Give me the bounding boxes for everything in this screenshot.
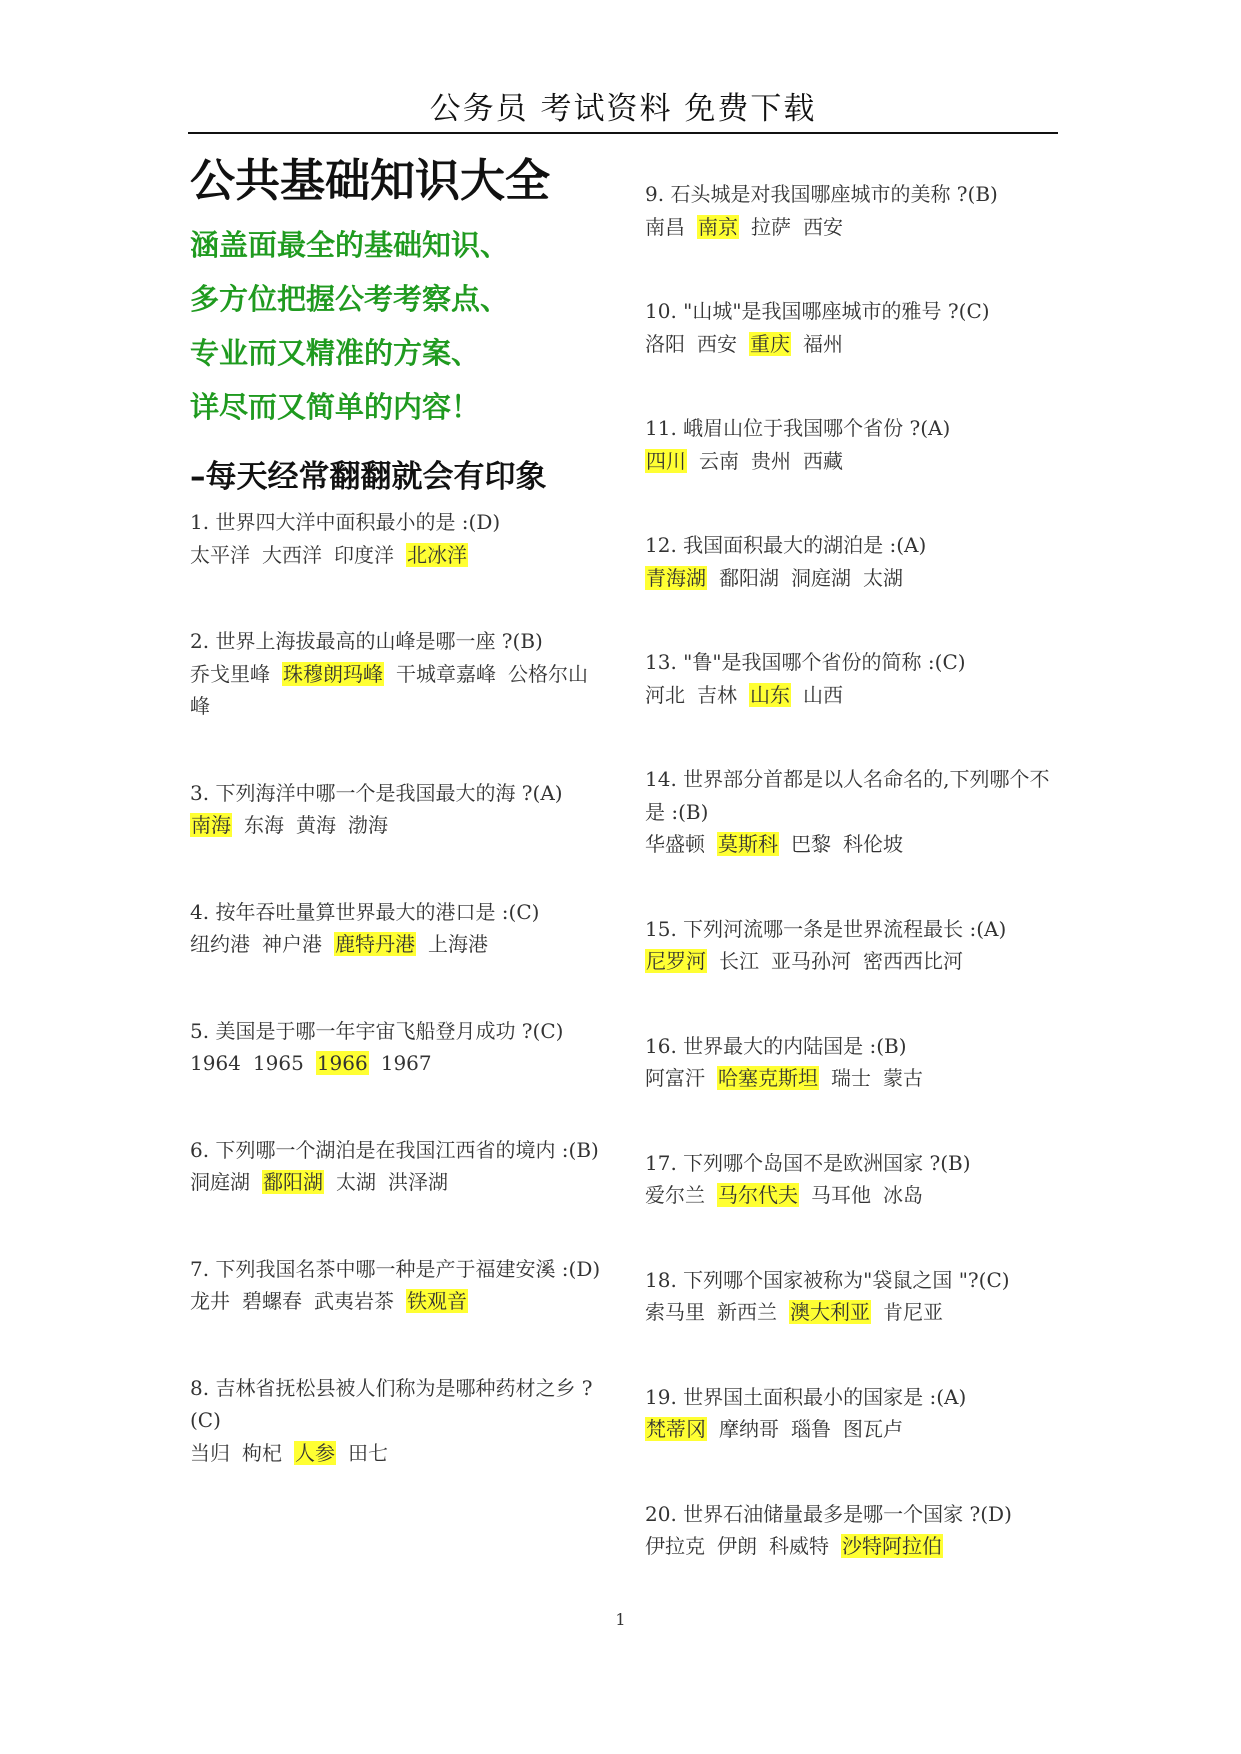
left-column xyxy=(190,150,610,1469)
question-item xyxy=(645,1030,1065,1095)
question-item xyxy=(190,1253,610,1318)
answer-option: 贵州 xyxy=(751,448,791,473)
page-title: 公共基础知识大全 xyxy=(190,154,551,207)
answer-option: 伊朗 xyxy=(717,1534,757,1558)
slogan-line: 专业而又精准的方案、 xyxy=(190,336,481,370)
answer-option: 乔戈里峰 xyxy=(190,661,270,686)
answer-option: 西藏 xyxy=(803,448,843,473)
answer-options xyxy=(190,809,610,842)
answer-option: 吉林 xyxy=(697,682,737,707)
slogan-line: 涵盖面最全的基础知识、 xyxy=(190,228,510,262)
question-item xyxy=(645,295,1065,360)
question-item xyxy=(190,1015,610,1080)
answer-option: 神户港 xyxy=(262,932,322,956)
answer-options xyxy=(190,1047,610,1080)
answer-option: 图瓦卢 xyxy=(843,1417,903,1441)
question-item xyxy=(190,506,610,571)
question-item xyxy=(645,646,1065,711)
answer-options xyxy=(190,1285,610,1318)
correct-answer-option: 尼罗河 xyxy=(646,949,706,973)
question-text: 10. "山城"是我国哪座城市的雅号 ?(C) xyxy=(645,299,990,323)
answer-options xyxy=(190,658,610,723)
question-text: 13. "鲁"是我国哪个省份的简称 :(C) xyxy=(645,650,966,674)
answer-option: 武夷岩茶 xyxy=(314,1289,394,1313)
answer-options xyxy=(645,328,1065,361)
answer-option: 洛阳 xyxy=(645,331,685,356)
question-item xyxy=(645,178,1065,243)
answer-option: 马耳他 xyxy=(811,1183,871,1207)
answer-option: 洪泽湖 xyxy=(388,1170,448,1194)
question-text: 1. 世界四大洋中面积最小的是 :(D) xyxy=(190,510,501,534)
question-item xyxy=(645,1147,1065,1212)
answer-option: 蒙古 xyxy=(883,1066,923,1090)
answer-option: 印度洋 xyxy=(334,542,394,567)
answer-options xyxy=(190,928,610,961)
answer-option: 上海港 xyxy=(428,932,488,956)
correct-answer-option: 珠穆朗玛峰 xyxy=(283,661,383,686)
answer-option: 山西 xyxy=(803,682,843,707)
question-text: 3. 下列海洋中哪一个是我国最大的海 ?(A) xyxy=(190,780,563,805)
answer-options xyxy=(645,562,1065,595)
question-item xyxy=(645,412,1065,477)
answer-options xyxy=(645,1530,1065,1563)
answer-option: 1965 xyxy=(252,1051,304,1075)
question-item xyxy=(190,777,610,842)
correct-answer-option: 青海湖 xyxy=(646,565,706,590)
answer-options xyxy=(645,211,1065,244)
answer-option: 太湖 xyxy=(336,1170,376,1194)
answer-option: 河北 xyxy=(645,682,685,707)
question-text: 7. 下列我国名茶中哪一种是产于福建安溪 :(D) xyxy=(190,1256,601,1281)
answer-option: 洞庭湖 xyxy=(190,1170,250,1194)
answer-option: 1964 xyxy=(190,1051,241,1075)
question-text: 16. 世界最大的内陆国是 :(B) xyxy=(645,1033,907,1058)
question-text: 15. 下列河流哪一条是世界流程最长 :(A) xyxy=(645,916,1007,941)
answer-option: 索马里 xyxy=(645,1300,705,1324)
answer-option: 大西洋 xyxy=(262,542,322,567)
answer-option: 肯尼亚 xyxy=(883,1300,943,1324)
answer-option: 纽约港 xyxy=(190,932,250,956)
answer-option: 渤海 xyxy=(348,813,388,837)
answer-option: 1967 xyxy=(380,1051,432,1075)
answer-option: 爱尔兰 xyxy=(645,1183,705,1207)
question-text: 20. 世界石油储量最多是哪一个国家 ?(D) xyxy=(645,1501,1012,1526)
question-item xyxy=(190,896,610,961)
question-text: 6. 下列哪一个湖泊是在我国江西省的境内 :(B) xyxy=(190,1137,599,1162)
answer-options xyxy=(645,679,1065,712)
answer-option: 当归 xyxy=(190,1440,230,1465)
answer-option: 福州 xyxy=(803,331,843,356)
question-text: 5. 美国是于哪一年宇宙飞船登月成功 ?(C) xyxy=(190,1018,564,1043)
answer-option: 干城章嘉峰 xyxy=(396,661,496,686)
correct-answer-option: 沙特阿拉伯 xyxy=(842,1534,942,1558)
answer-option: 巴黎 xyxy=(791,832,831,856)
answer-option: 瑞士 xyxy=(831,1066,871,1090)
correct-answer-option: 山东 xyxy=(750,682,790,707)
correct-answer-option: 南京 xyxy=(698,214,738,239)
answer-option: 田七 xyxy=(348,1440,388,1465)
correct-answer-option: 梵蒂冈 xyxy=(646,1417,706,1441)
answer-option: 公格尔山峰 xyxy=(190,661,588,718)
question-text: 18. 下列哪个国家被称为"袋鼠之国 "?(C) xyxy=(645,1267,1010,1292)
correct-answer-option: 人参 xyxy=(295,1440,335,1465)
answer-option: 太平洋 xyxy=(190,542,250,567)
question-item xyxy=(645,763,1065,861)
correct-answer-option: 鄱阳湖 xyxy=(263,1170,323,1194)
question-list-left xyxy=(190,506,610,1469)
answer-option: 冰岛 xyxy=(883,1183,923,1207)
question-text: 4. 按年吞吐量算世界最大的港口是 :(C) xyxy=(190,899,540,924)
answer-option: 西安 xyxy=(803,214,843,239)
answer-option: 摩纳哥 xyxy=(719,1417,779,1441)
question-item xyxy=(645,1381,1065,1446)
answer-options xyxy=(190,1166,610,1199)
question-item xyxy=(190,625,610,723)
question-item xyxy=(190,1134,610,1199)
answer-option: 亚马孙河 xyxy=(771,949,851,973)
answer-options xyxy=(190,539,610,572)
answer-option: 鄱阳湖 xyxy=(719,565,779,590)
right-column xyxy=(645,178,1065,1563)
page-header xyxy=(188,86,1058,134)
subtitle: –每天经常翻翻就会有印象 xyxy=(190,459,547,495)
answer-option: 南昌 xyxy=(645,214,685,239)
correct-answer-option: 澳大利亚 xyxy=(790,1300,870,1324)
answer-options xyxy=(645,1179,1065,1212)
correct-answer-option: 莫斯科 xyxy=(718,832,778,856)
question-item xyxy=(645,1264,1065,1329)
answer-options xyxy=(190,1437,610,1470)
answer-option: 枸杞 xyxy=(242,1440,282,1465)
answer-option: 碧螺春 xyxy=(242,1289,302,1313)
answer-options xyxy=(645,828,1065,861)
correct-answer-option: 马尔代夫 xyxy=(718,1183,798,1207)
correct-answer-option: 铁观音 xyxy=(407,1289,467,1313)
answer-option: 龙井 xyxy=(190,1289,230,1313)
correct-answer-option: 南海 xyxy=(191,813,231,837)
question-item xyxy=(190,1372,610,1470)
question-list-right xyxy=(645,178,1065,1563)
answer-option: 新西兰 xyxy=(717,1300,777,1324)
question-text: 14. 世界部分首都是以人名命名的,下列哪个不是 :(B) xyxy=(645,767,1050,824)
answer-option: 伊拉克 xyxy=(645,1534,705,1558)
question-text: 2. 世界上海拔最高的山峰是哪一座 ?(B) xyxy=(190,629,543,653)
correct-answer-option: 重庆 xyxy=(750,331,790,356)
answer-option: 拉萨 xyxy=(751,214,791,239)
answer-option: 科威特 xyxy=(769,1534,829,1558)
answer-option: 太湖 xyxy=(863,565,903,590)
answer-option: 黄海 xyxy=(296,813,336,837)
answer-option: 洞庭湖 xyxy=(791,565,851,590)
answer-options xyxy=(645,1062,1065,1095)
answer-option: 科伦坡 xyxy=(843,832,903,856)
answer-options xyxy=(645,1296,1065,1329)
answer-options xyxy=(645,445,1065,478)
correct-answer-option: 1966 xyxy=(316,1051,368,1075)
correct-answer-option: 四川 xyxy=(646,448,686,473)
question-item xyxy=(645,529,1065,594)
slogan-line: 多方位把握公考考察点、 xyxy=(190,282,510,316)
correct-answer-option: 北冰洋 xyxy=(407,542,467,567)
question-text: 8. 吉林省抚松县被人们称为是哪种药材之乡 ?(C) xyxy=(190,1375,593,1432)
answer-option: 云南 xyxy=(699,448,739,473)
answer-option: 阿富汗 xyxy=(645,1066,705,1090)
answer-option: 瑙鲁 xyxy=(791,1417,831,1441)
question-text: 11. 峨眉山位于我国哪个省份 ?(A) xyxy=(645,416,951,440)
answer-option: 长江 xyxy=(719,949,759,973)
answer-option: 华盛顿 xyxy=(645,832,705,856)
question-text: 17. 下列哪个岛国不是欧洲国家 ?(B) xyxy=(645,1150,971,1175)
header-text: 公务员 考试资料 免费下载 xyxy=(429,91,817,127)
question-item xyxy=(645,1498,1065,1563)
answer-options xyxy=(645,1413,1065,1446)
answer-options xyxy=(645,945,1065,978)
question-text: 12. 我国面积最大的湖泊是 :(A) xyxy=(645,533,927,557)
page-number: 1 xyxy=(615,1610,626,1629)
answer-option: 东海 xyxy=(244,813,284,837)
question-text: 19. 世界国土面积最小的国家是 :(A) xyxy=(645,1384,967,1409)
slogan-line: 详尽而又简单的内容！ xyxy=(190,390,481,424)
correct-answer-option: 鹿特丹港 xyxy=(335,932,415,956)
correct-answer-option: 哈塞克斯坦 xyxy=(718,1066,818,1090)
answer-option: 密西西比河 xyxy=(863,949,963,973)
question-item xyxy=(645,913,1065,978)
answer-option: 西安 xyxy=(697,331,737,356)
question-text: 9. 石头城是对我国哪座城市的美称 ?(B) xyxy=(645,182,998,206)
